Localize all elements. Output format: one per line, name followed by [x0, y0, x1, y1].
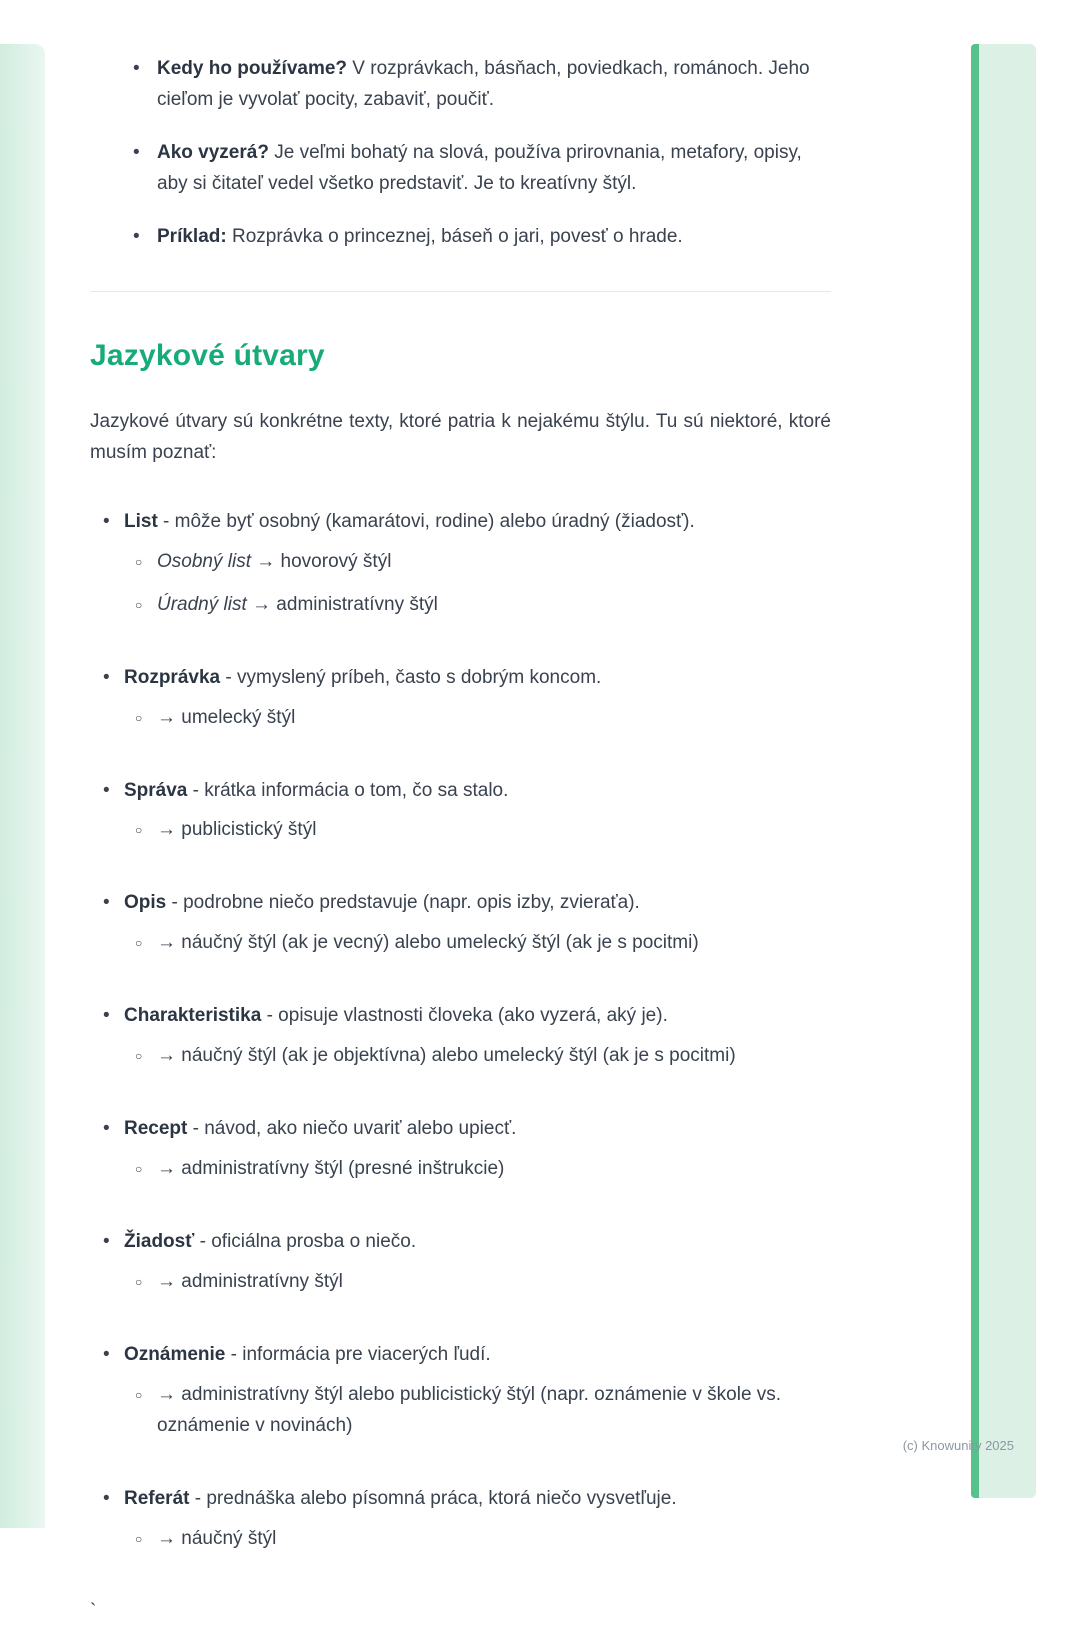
list-item-term: Správa [124, 779, 188, 801]
list-item-text [157, 138, 831, 200]
list-item-desc: - oficiálna prosba o niečo. [194, 1231, 417, 1253]
sub-item-text [157, 590, 438, 621]
circle-bullet-icon: ○ [135, 1275, 143, 1290]
sub-list [135, 1154, 516, 1185]
list-item-desc: - informácia pre viacerých ľudí. [225, 1344, 491, 1366]
section-divider [90, 291, 831, 292]
sub-item-rest: → administratívny štýl (presné inštrukcie) [157, 1158, 505, 1180]
bullet-icon: • [103, 1118, 110, 1140]
bullet-icon: • [103, 779, 110, 801]
bullet-icon: • [103, 510, 110, 532]
sub-list-item [135, 1267, 416, 1298]
sub-item-text [157, 1380, 831, 1442]
copyright-footer: (c) Knowunity 2025 [902, 1438, 1014, 1453]
list-item-text [124, 1340, 831, 1454]
sub-list [135, 1380, 831, 1442]
list-item-desc: - krátka informácia o tom, čo sa stalo. [187, 779, 509, 801]
list-item-text [124, 776, 508, 859]
list-item-term: List [124, 510, 158, 532]
circle-bullet-icon: ○ [135, 1049, 143, 1064]
list-item-text [124, 888, 699, 971]
sub-list-item [135, 1380, 831, 1442]
list-item-rest: Je veľmi bohatý na slová, používa prirovnania, metafory, opisy, aby si čitateľ vedel všetko predstaviť. Je to kreatívny štýl. [157, 141, 802, 194]
sub-item-italic: Úradný list [157, 593, 247, 615]
sub-item-text [157, 547, 391, 578]
list-item-text [124, 1484, 677, 1567]
list-item-text [124, 663, 601, 746]
list-item-term: Referát [124, 1488, 190, 1510]
bullet-icon: • [133, 225, 140, 247]
list-item-line [124, 1488, 677, 1509]
sub-item-rest: → administratívny štýl [157, 1271, 343, 1293]
list-item-line [124, 892, 640, 913]
list-item-text [124, 1114, 516, 1197]
section-intro: Jazykové útvary sú konkrétne texty, ktoré patria k nejakému štýlu. Tu sú niektoré, ktoré musím poznať: [90, 410, 831, 463]
sub-item-rest: → náučný štýl (ak je vecný) alebo umelecký štýl (ak je s pocitmi) [157, 932, 699, 954]
list-item [103, 888, 831, 971]
sub-list [135, 1524, 677, 1555]
right-accent-line [971, 44, 979, 1498]
list-item-text [157, 222, 683, 253]
page-content [90, 42, 831, 1628]
bullet-icon: • [133, 58, 140, 79]
sub-list-item [135, 547, 695, 578]
list-item [103, 1114, 831, 1197]
list-item-term: Rozprávka [124, 666, 221, 688]
circle-bullet-icon: ○ [135, 1162, 143, 1177]
list-item-rest: Rozprávka o princeznej, báseň o jari, povesť o hrade. [226, 225, 683, 247]
list-item [103, 1001, 831, 1084]
circle-bullet-icon: ○ [135, 710, 143, 725]
sub-item-text [157, 703, 295, 734]
section-title: Jazykové útvary [90, 338, 325, 372]
circle-bullet-icon: ○ [135, 1388, 143, 1403]
list-item-text [157, 54, 831, 116]
left-accent-strip [0, 44, 45, 1528]
list-item-line [124, 1005, 668, 1026]
list-item [103, 507, 831, 633]
sub-list-item [135, 1154, 516, 1185]
sub-item-text [157, 1041, 736, 1072]
sub-list-item [135, 1041, 736, 1072]
circle-bullet-icon: ○ [135, 936, 143, 951]
sub-list-item [135, 590, 695, 621]
list-item-line [124, 1118, 516, 1139]
intro-bullet-list [133, 54, 831, 253]
list-item-desc: - opisuje vlastnosti človeka (ako vyzerá, aký je). [261, 1005, 668, 1027]
circle-bullet-icon: ○ [135, 1532, 143, 1547]
sub-item-text [157, 815, 316, 846]
sub-item-rest: → umelecký štýl [157, 706, 296, 728]
sub-item-rest: → administratívny štýl alebo publicistický štýl (napr. oznámenie v škole vs. oznámenie v novinách) [157, 1384, 782, 1437]
list-item [133, 222, 831, 253]
list-item-desc: - návod, ako niečo uvariť alebo upiecť. [187, 1118, 517, 1140]
list-item-term: Recept [124, 1118, 188, 1140]
list-item [103, 663, 831, 746]
sub-list [135, 928, 699, 959]
list-item [103, 1484, 831, 1567]
list-item [133, 54, 831, 116]
sub-item-rest: → administratívny štýl [246, 593, 438, 615]
list-item-lead: Príklad: [157, 225, 227, 247]
list-item-term: Oznámenie [124, 1344, 226, 1366]
sub-item-text [157, 1524, 276, 1555]
sub-item-text [157, 1154, 504, 1185]
list-item-text [124, 507, 695, 633]
sub-list [135, 547, 695, 621]
list-item-line [124, 780, 508, 801]
sub-list-item [135, 703, 601, 734]
sub-list [135, 1041, 736, 1072]
language-forms-list [103, 507, 831, 1567]
list-item-text [124, 1001, 736, 1084]
list-item-lead: Kedy ho používame? [157, 58, 348, 79]
list-item-line [124, 667, 601, 688]
bullet-icon: • [103, 892, 110, 914]
circle-bullet-icon: ○ [135, 597, 143, 612]
list-item [133, 138, 831, 200]
sub-list-item [135, 815, 508, 846]
circle-bullet-icon: ○ [135, 823, 143, 838]
sub-list-item [135, 928, 699, 959]
list-item-line [124, 511, 695, 532]
sub-item-rest: → náučný štýl (ak je objektívna) alebo umelecký štýl (ak je s pocitmi) [157, 1045, 736, 1067]
list-item-desc: - môže byť osobný (kamarátovi, rodine) alebo úradný (žiadosť). [157, 510, 695, 532]
bullet-icon: • [103, 1005, 110, 1027]
bullet-icon: • [103, 1231, 110, 1253]
list-item-term: Žiadosť [124, 1231, 195, 1253]
sub-list [135, 703, 601, 734]
list-item [103, 1340, 831, 1454]
bullet-icon: • [103, 1488, 110, 1510]
sub-item-text [157, 1267, 343, 1298]
list-item-term: Opis [124, 892, 167, 914]
list-item-text [124, 1227, 416, 1310]
bullet-icon: • [133, 141, 140, 163]
list-item [103, 776, 831, 859]
sub-list-item [135, 1524, 677, 1555]
right-accent-panel [979, 44, 1036, 1498]
bullet-icon: • [103, 666, 110, 688]
circle-bullet-icon: ○ [135, 554, 143, 569]
sub-list [135, 1267, 416, 1298]
list-item-line [124, 1231, 416, 1252]
sub-item-rest: → náučný štýl [157, 1528, 277, 1550]
stray-backtick: ` [90, 1601, 97, 1623]
list-item-desc: - prednáška alebo písomná práca, ktorá niečo vysvetľuje. [189, 1488, 677, 1510]
list-item-lead: Ako vyzerá? [157, 141, 269, 163]
sub-item-text [157, 928, 699, 959]
bullet-icon: • [103, 1344, 110, 1366]
list-item-desc: - vymyslený príbeh, často s dobrým koncom. [220, 666, 602, 688]
sub-list [135, 815, 508, 846]
list-item [103, 1227, 831, 1310]
list-item-desc: - podrobne niečo predstavuje (napr. opis izby, zvieraťa). [166, 892, 640, 914]
list-item-line [124, 1344, 491, 1365]
list-item-rest: V rozprávkach, básňach, poviedkach, románoch. Jeho cieľom je vyvolať pocity, zabaviť, poučiť. [157, 58, 810, 110]
sub-item-rest: → hovorový štýl [250, 550, 392, 572]
sub-item-italic: Osobný list [157, 550, 251, 572]
sub-item-rest: → publicistický štýl [157, 819, 317, 841]
list-item-term: Charakteristika [124, 1005, 262, 1027]
